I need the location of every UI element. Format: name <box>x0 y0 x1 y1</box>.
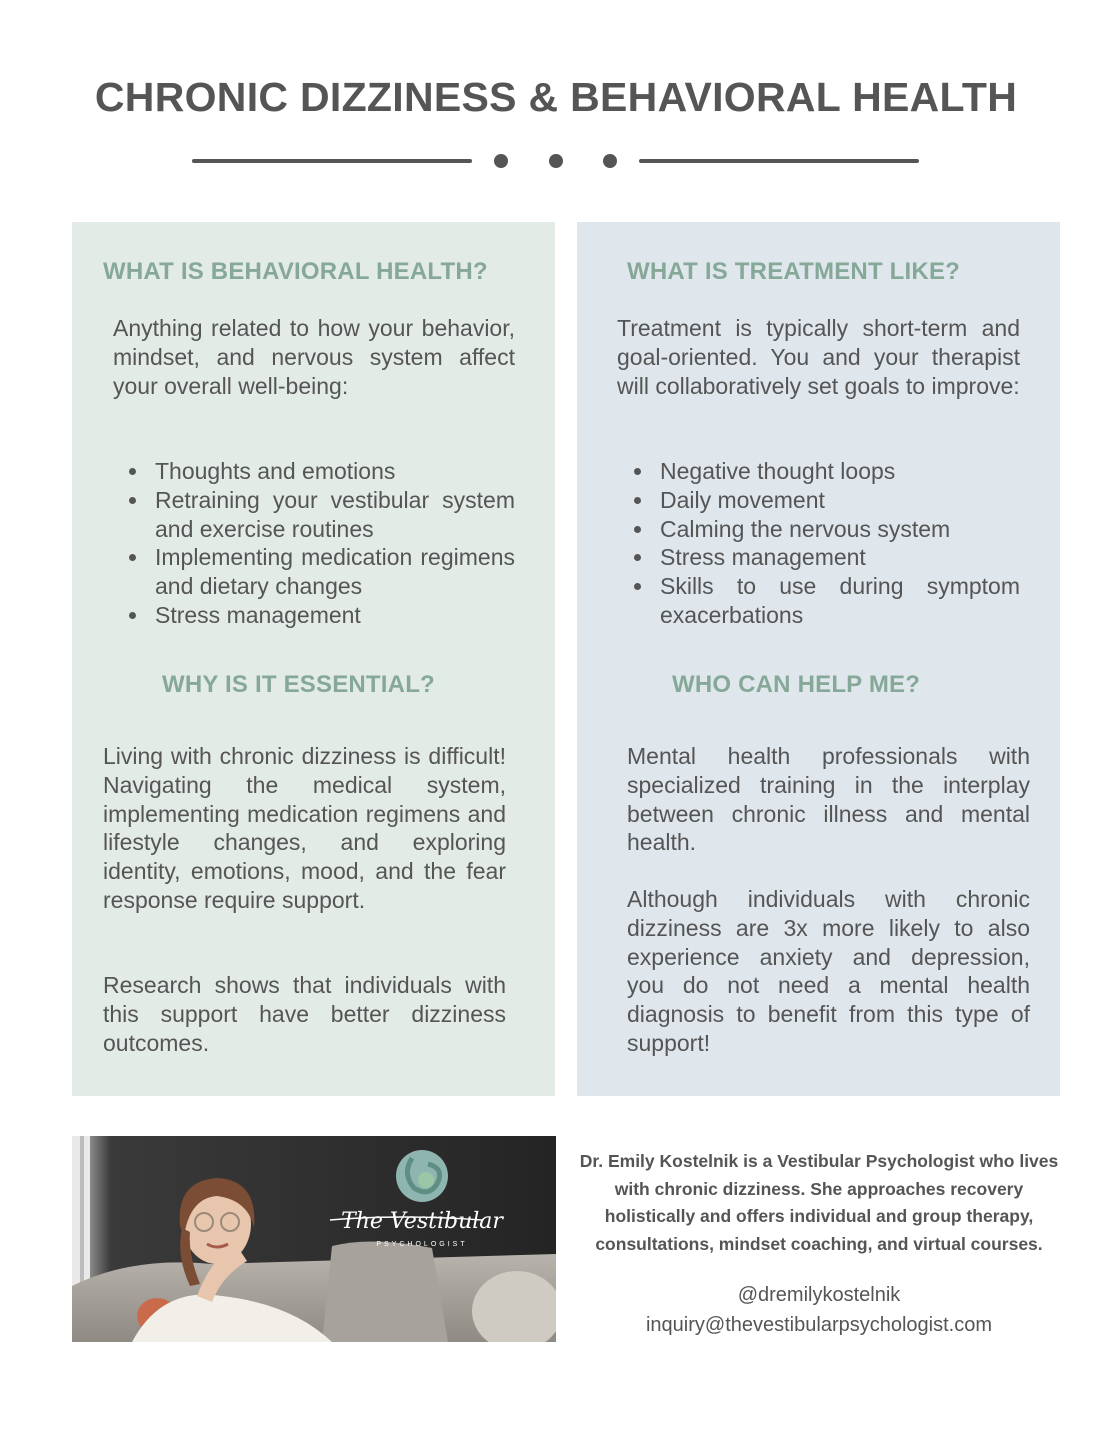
list-item: Daily movement <box>618 486 1020 515</box>
list-item: Stress management <box>113 601 515 630</box>
help-anxiety-paragraph: Although individuals with chronic dizziness are 3x more likely to also experience anxiety and depression, you do not need a mental health diagnosis to benefit from this type of support! <box>627 886 1030 1056</box>
help-paragraph: Mental health professionals with specialized training in the interplay between chronic illness and mental health. <box>627 743 1030 856</box>
list-item: Retraining your vestibular system and exercise routines <box>113 486 515 544</box>
contact-email: inquiry@thevestibularpsychologist.com <box>645 1314 992 1336</box>
author-photo-illustration <box>72 1136 556 1342</box>
treatment-intro: Treatment is typically short-term and goal-oriented. You and your therapist will collaboratively set goals to improve: <box>617 315 1020 399</box>
list-item: Negative thought loops <box>618 457 1020 486</box>
divider-line-left <box>192 159 472 163</box>
behavioral-health-intro: Anything related to how your behavior, mindset, and nervous system affect your overall well-being: <box>113 315 515 399</box>
list-item: Stress management <box>618 543 1020 572</box>
social-handle: @dremilykostelnik <box>737 1284 901 1306</box>
behavioral-health-heading: WHAT IS BEHAVIORAL HEALTH? <box>103 258 488 285</box>
author-photo-banner <box>72 1136 556 1342</box>
divider-dot <box>494 154 508 168</box>
essential-paragraph: Living with chronic dizziness is difficult! Navigating the medical system, implementing medication regimens and lifestyle changes, and exploring identity, emotions, mood, and the fear response require support. <box>103 743 506 913</box>
treatment-panel <box>577 222 1060 1096</box>
treatment-list <box>618 457 1020 630</box>
list-item: Skills to use during symptom exacerbations <box>618 572 1020 630</box>
essential-heading: WHY IS IT ESSENTIAL? <box>162 671 435 698</box>
divider-line-right <box>639 159 919 163</box>
page-title: CHRONIC DIZZINESS & BEHAVIORAL HEALTH <box>94 74 1018 120</box>
behavioral-health-panel <box>72 222 555 1096</box>
help-heading: WHO CAN HELP ME? <box>672 671 921 698</box>
essential-research-paragraph: Research shows that individuals with this support have better dizziness outcomes. <box>103 972 506 1056</box>
logo-script-text: The Vestibular <box>341 1209 503 1234</box>
logo-caption-text: PSYCHOLOGIST <box>376 1241 468 1248</box>
list-item: Implementing medication regimens and dietary changes <box>113 543 515 601</box>
treatment-heading: WHAT IS TREATMENT LIKE? <box>627 258 961 285</box>
author-bio: Dr. Emily Kostelnik is a Vestibular Psychologist who lives with chronic dizziness. She approaches recovery holistically and offers individual and group therapy, consultations, mindset coaching, and virtual courses. <box>579 1151 1059 1254</box>
list-item: Thoughts and emotions <box>113 457 515 486</box>
divider-dot <box>603 154 617 168</box>
behavioral-health-list <box>113 457 515 630</box>
title-divider <box>0 150 1112 174</box>
divider-dot <box>549 154 563 168</box>
list-item: Calming the nervous system <box>618 515 1020 544</box>
